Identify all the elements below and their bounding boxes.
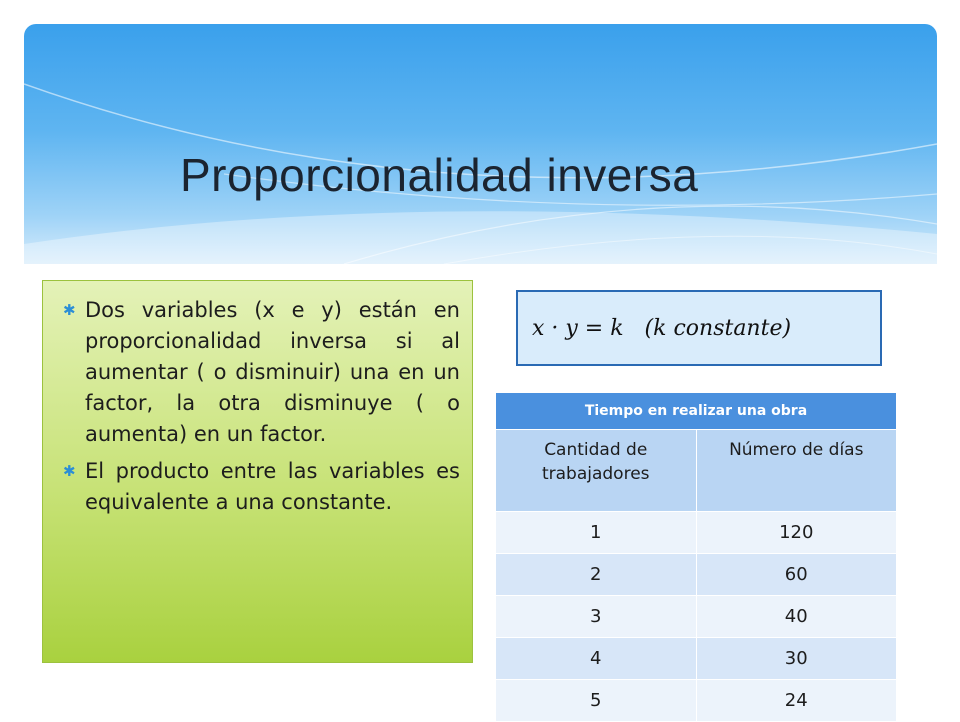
cell-days: 60	[696, 554, 897, 596]
cell-workers: 4	[496, 638, 697, 680]
table-caption: Tiempo en realizar una obra	[496, 393, 897, 430]
cell-days: 40	[696, 596, 897, 638]
cell-days: 24	[696, 680, 897, 722]
table-row	[496, 596, 897, 638]
table-row	[496, 512, 897, 554]
table-row	[496, 554, 897, 596]
column-header-days: Número de días	[696, 430, 897, 512]
slide-title: Proporcionalidad inversa	[180, 149, 699, 201]
bullet-item	[63, 295, 460, 450]
column-header-workers: Cantidad de trabajadores	[496, 430, 697, 512]
asterisk-bullet-icon: ✱	[63, 462, 76, 480]
cell-days: 120	[696, 512, 897, 554]
table-row	[496, 638, 897, 680]
title-banner	[24, 24, 937, 264]
formula-box	[516, 290, 882, 366]
cell-workers: 3	[496, 596, 697, 638]
table-row	[496, 680, 897, 722]
asterisk-bullet-icon: ✱	[63, 301, 76, 319]
cell-days: 30	[696, 638, 897, 680]
formula-text: x · y = k (k constante)	[532, 315, 792, 341]
cell-workers: 2	[496, 554, 697, 596]
bullet-text: Dos variables (x e y) están en proporcionalidad inversa si al aumentar ( o disminuir) una en un factor, la otra disminuye ( o aumenta) en un factor.	[85, 298, 460, 446]
data-table	[495, 392, 897, 722]
cell-workers: 1	[496, 512, 697, 554]
bullet-text: El producto entre las variables es equivalente a una constante.	[85, 459, 460, 514]
bullet-list	[42, 280, 473, 663]
bullet-item	[63, 456, 460, 518]
cell-workers: 5	[496, 680, 697, 722]
banner-wave-decoration	[24, 24, 937, 264]
